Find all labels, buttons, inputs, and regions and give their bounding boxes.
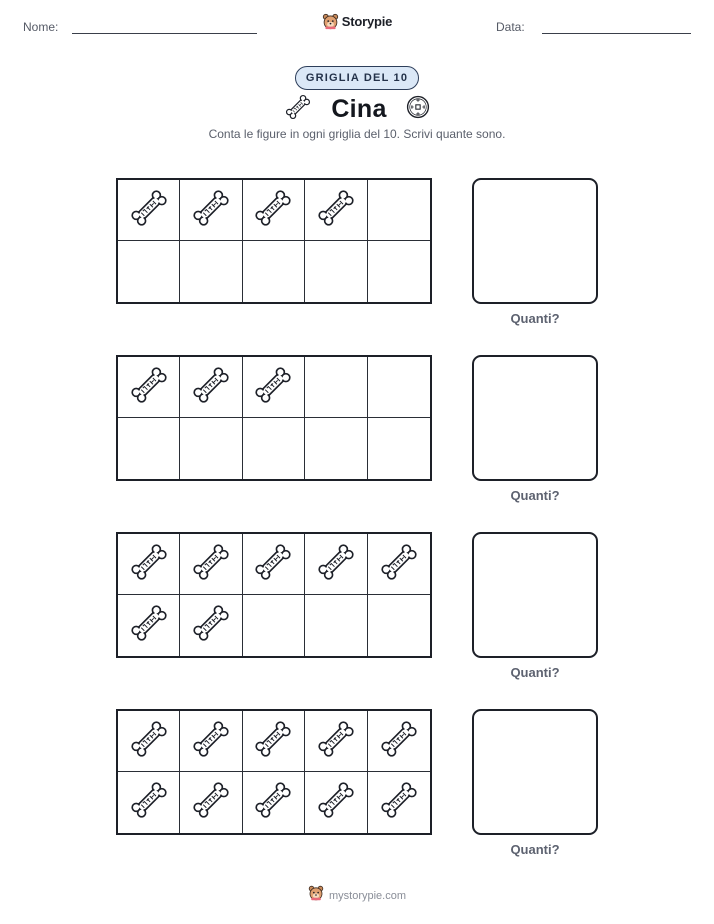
chinese-bone-charm-icon <box>189 186 233 235</box>
chinese-bone-charm-icon <box>283 92 313 127</box>
ten-frame-cell <box>305 241 367 302</box>
ten-frame <box>116 355 432 481</box>
ten-frame-cell <box>180 418 242 479</box>
ten-frame-cell <box>118 180 180 241</box>
answer-box[interactable] <box>472 178 598 304</box>
ten-frame-cell <box>368 241 430 302</box>
ten-frame-cell <box>243 595 305 656</box>
ten-frame-cell <box>243 772 305 833</box>
date-label: Data: <box>496 20 525 34</box>
chinese-bone-charm-icon <box>127 778 171 827</box>
ten-frame-cell <box>118 241 180 302</box>
ten-frame-cell <box>243 711 305 772</box>
chinese-bone-charm-icon <box>189 717 233 766</box>
ten-frame-cell <box>243 241 305 302</box>
chinese-bone-charm-icon <box>189 778 233 827</box>
bear-icon <box>308 885 324 906</box>
brand-logo <box>0 13 714 35</box>
ten-frame-cell <box>118 772 180 833</box>
ten-frame-cell <box>368 595 430 656</box>
ten-frame <box>116 532 432 658</box>
answer-label: Quanti? <box>510 665 560 680</box>
ten-frame-cell <box>368 711 430 772</box>
ten-frame-cell <box>368 418 430 479</box>
ten-frame-cell <box>180 180 242 241</box>
ten-frame-cell <box>243 534 305 595</box>
chinese-bone-charm-icon <box>127 717 171 766</box>
chinese-bone-charm-icon <box>314 186 358 235</box>
ten-frame-cell <box>180 357 242 418</box>
ten-frame-cell <box>368 180 430 241</box>
chinese-bone-charm-icon <box>189 363 233 412</box>
chinese-bone-charm-icon <box>314 540 358 589</box>
chinese-bone-charm-icon <box>251 717 295 766</box>
ten-frame-cell <box>180 711 242 772</box>
ten-frame-cell <box>368 357 430 418</box>
ten-frame-cell <box>118 534 180 595</box>
worksheet-type-badge: GRIGLIA DEL 10 <box>295 66 419 90</box>
ten-frame-cell <box>180 241 242 302</box>
brand-name: Storypie <box>341 14 393 29</box>
ten-frame-cell <box>180 534 242 595</box>
answer-box[interactable] <box>472 709 598 835</box>
ten-frame-cell <box>305 180 367 241</box>
ten-frame-cell <box>368 534 430 595</box>
ten-frame-cell <box>305 357 367 418</box>
answer-label: Quanti? <box>510 311 560 326</box>
chinese-bone-charm-icon <box>377 717 421 766</box>
ten-frame-cell <box>243 357 305 418</box>
chinese-bone-charm-icon <box>127 601 171 650</box>
answer-box[interactable] <box>472 355 598 481</box>
date-field[interactable] <box>542 33 691 34</box>
chinese-bone-charm-icon <box>189 601 233 650</box>
ten-frame <box>116 178 432 304</box>
answer-label: Quanti? <box>510 488 560 503</box>
ten-frame-cell <box>118 711 180 772</box>
chinese-bone-charm-icon <box>251 778 295 827</box>
ten-frame-cell <box>180 772 242 833</box>
chinese-bone-charm-icon <box>251 186 295 235</box>
footer-url: mystorypie.com <box>328 889 407 902</box>
answer-label: Quanti? <box>510 842 560 857</box>
ten-frame-cell <box>118 595 180 656</box>
chinese-bone-charm-icon <box>314 717 358 766</box>
chinese-bone-charm-icon <box>189 540 233 589</box>
ten-frame-cell <box>243 418 305 479</box>
bear-icon <box>322 13 339 30</box>
page-title: Cina <box>331 95 387 123</box>
chinese-bone-charm-icon <box>251 540 295 589</box>
ten-frame-cell <box>305 534 367 595</box>
chinese-coin-icon <box>405 94 431 125</box>
ten-frame-cell <box>305 595 367 656</box>
chinese-bone-charm-icon <box>377 540 421 589</box>
chinese-bone-charm-icon <box>251 363 295 412</box>
ten-frame-cell <box>180 595 242 656</box>
chinese-bone-charm-icon <box>314 778 358 827</box>
chinese-bone-charm-icon <box>127 540 171 589</box>
footer <box>0 885 714 906</box>
ten-frame <box>116 709 432 835</box>
ten-frame-cell <box>305 418 367 479</box>
ten-frame-cell <box>305 772 367 833</box>
ten-frame-cell <box>243 180 305 241</box>
ten-frame-cell <box>118 357 180 418</box>
chinese-bone-charm-icon <box>127 186 171 235</box>
name-label: Nome: <box>23 20 59 34</box>
instructions: Conta le figure in ogni griglia del 10. Scrivi quante sono. <box>208 127 506 141</box>
answer-box[interactable] <box>472 532 598 658</box>
ten-frame-cell <box>305 711 367 772</box>
chinese-bone-charm-icon <box>377 778 421 827</box>
ten-frame-cell <box>118 418 180 479</box>
ten-frame-cell <box>368 772 430 833</box>
chinese-bone-charm-icon <box>127 363 171 412</box>
